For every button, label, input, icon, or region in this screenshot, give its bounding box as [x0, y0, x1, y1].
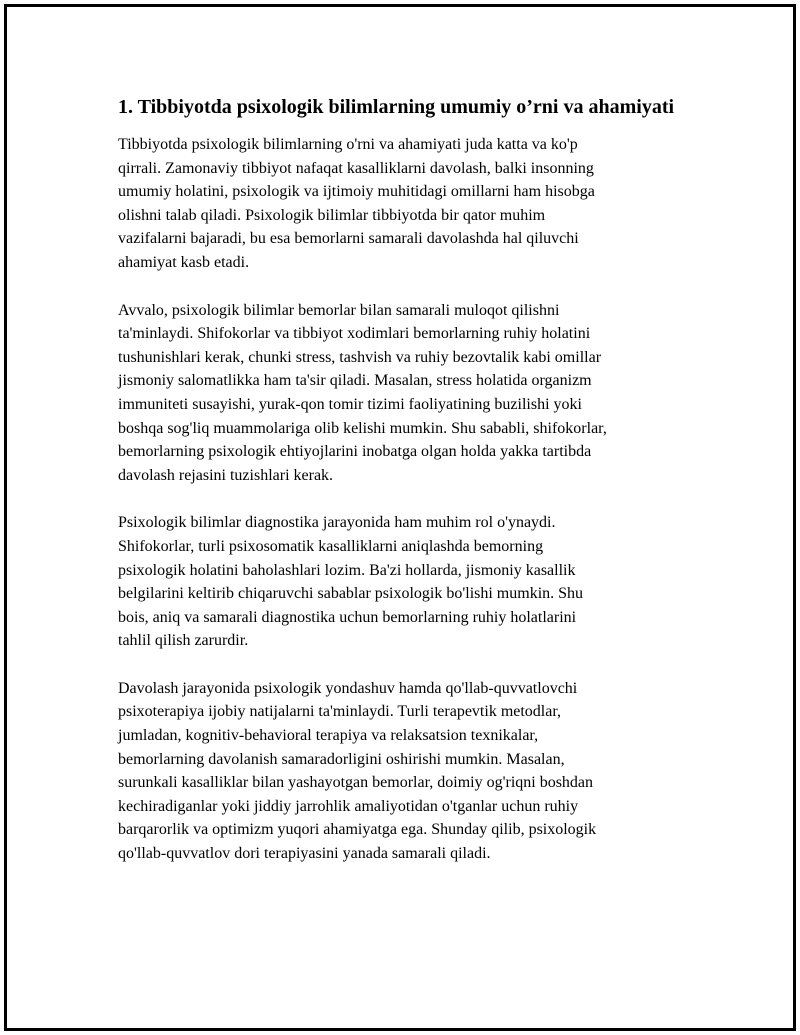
section-heading: 1. Tibbiyotda psixologik bilimlarning umumiy o’rni va ahamiyati — [118, 96, 675, 118]
paragraph-4: Davolash jarayonida psixologik yondashuv hamda qo'llab-quvvatlovchi psixoterapiya ijobiy natijalarni ta'minlaydi. Turli terapevtik metodlar, jumladan, kognitiv-behavioral terapiya va relaksatsion texnikalar, bemorlarning davolanish samaradorligini oshirishi mumkin. Masalan, surunkali kasalliklar bilan yashayotgan bemorlar, doimiy og'riqni boshdan kechiradiganlar yoki jiddiy jarrohlik amaliyotidan o'tganlar uchun ruhiy barqarorlik va optimizm yuqori ahamiyatga ega. Shunday qilib, psixologik qo'llab-quvvatlov dori terapiyasini yanada samarali qiladi. — [118, 679, 597, 863]
paragraph-1: Tibbiyotda psixologik bilimlarning o'rni va ahamiyati juda katta va ko'p qirrali. Zamonaviy tibbiyot nafaqat kasalliklarni davolash, balki insonning umumiy holatini, psixologik va ijtimoiy muhitidagi omillarni ham hisobga olishni talab qiladi. Psixologik bilimlar tibbiyotda bir qator muhim vazifalarni bajaradi, bu esa bemorlarni samarali davolashda hal qiluvchi ahamiyat kasb etadi. — [118, 136, 595, 271]
paragraph-2: Avvalo, psixologik bilimlar bemorlar bilan samarali muloqot qilishni ta'minlaydi. Shifokorlar va tibbiyot xodimlari bemorlarning ruhiy holatini tushunishlari kerak, chunki stress, tashvish va ruhiy bezovtalik kabi omillar jismoniy salomatlikka ham ta'sir qiladi. Masalan, stress holatida organizm immuniteti susayishi, yurak-qon tomir tizimi faoliyatining buzilishi yoki boshqa sog'liq muammolariga olib kelishi mumkin. Shu sababli, shifokorlar, bemorlarning psixologik ehtiyojlarini inobatga olgan holda yakka tartibda davolash rejasini tuzishlari kerak. — [118, 301, 607, 484]
document-body — [118, 93, 678, 890]
paragraph-3: Psixologik bilimlar diagnostika jarayonida ham muhim rol o'ynaydi. Shifokorlar, turli psixosomatik kasalliklarni aniqlashda bemorning psixologik holatini baholashlari lozim. Ba'zi hollarda, jismoniy kasallik belgilarini keltirib chiqaruvchi sabablar psixologik bo'lishi mumkin. Shu bois, aniq va samarali diagnostika uchun bemorlarning ruhiy holatlarini tahlil qilish zarurdir. — [118, 514, 584, 650]
